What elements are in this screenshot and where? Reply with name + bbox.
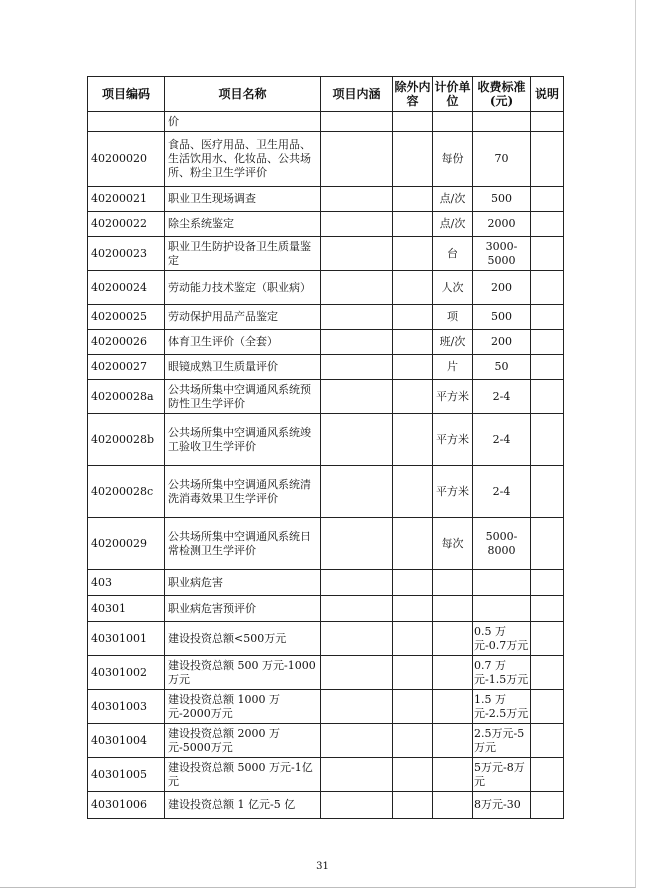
unit-cell: 平方米 (433, 414, 473, 466)
header-note: 说明 (531, 77, 564, 112)
table-row (88, 518, 564, 570)
content-cell (321, 466, 393, 518)
note-cell (531, 132, 564, 187)
name-cell: 建设投资总额 1 亿元-5 亿 (165, 792, 321, 819)
note-cell (531, 355, 564, 380)
unit-cell (433, 112, 473, 132)
content-cell (321, 724, 393, 758)
name-cell: 公共场所集中空调通风系统清洗消毒效果卫生学评价 (165, 466, 321, 518)
name-cell: 建设投资总额 1000 万元-2000万元 (165, 690, 321, 724)
exclusion-cell (393, 570, 433, 596)
content-cell (321, 212, 393, 237)
code-cell: 40200025 (88, 305, 165, 330)
code-cell: 40200026 (88, 330, 165, 355)
unit-cell: 每次 (433, 518, 473, 570)
name-cell: 建设投资总额 5000 万元-1亿元 (165, 758, 321, 792)
code-cell: 40200028a (88, 380, 165, 414)
content-cell (321, 355, 393, 380)
table-row (88, 596, 564, 622)
note-cell (531, 414, 564, 466)
header-price: 收费标准(元) (473, 77, 531, 112)
code-cell: 40200022 (88, 212, 165, 237)
table-row (88, 414, 564, 466)
name-cell: 职业病危害 (165, 570, 321, 596)
unit-cell (433, 724, 473, 758)
name-cell: 劳动能力技术鉴定（职业病） (165, 271, 321, 305)
name-cell: 建设投资总额 2000 万元-5000万元 (165, 724, 321, 758)
page-number: 31 (316, 861, 329, 872)
price-cell: 200 (473, 271, 531, 305)
table-header-row (88, 77, 564, 112)
exclusion-cell (393, 237, 433, 271)
unit-cell: 每份 (433, 132, 473, 187)
table-row (88, 132, 564, 187)
content-cell (321, 758, 393, 792)
name-cell: 食品、医疗用品、卫生用品、生活饮用水、化妆品、公共场所、粉尘卫生学评价 (165, 132, 321, 187)
content-cell (321, 690, 393, 724)
exclusion-cell (393, 596, 433, 622)
price-cell: 2-4 (473, 466, 531, 518)
exclusion-cell (393, 518, 433, 570)
code-cell: 403 (88, 570, 165, 596)
code-cell: 40301004 (88, 724, 165, 758)
note-cell (531, 596, 564, 622)
price-cell: 0.7 万元-1.5万元 (473, 656, 531, 690)
code-cell: 40200029 (88, 518, 165, 570)
exclusion-cell (393, 330, 433, 355)
note-cell (531, 187, 564, 212)
exclusion-cell (393, 758, 433, 792)
name-cell: 职业卫生现场调查 (165, 187, 321, 212)
price-cell (473, 112, 531, 132)
price-cell: 2-4 (473, 380, 531, 414)
exclusion-cell (393, 466, 433, 518)
name-cell: 公共场所集中空调通风系统日常检测卫生学评价 (165, 518, 321, 570)
code-cell: 40301001 (88, 622, 165, 656)
unit-cell: 片 (433, 355, 473, 380)
table-row (88, 622, 564, 656)
unit-cell (433, 792, 473, 819)
name-cell: 价 (165, 112, 321, 132)
content-cell (321, 622, 393, 656)
header-name: 项目名称 (165, 77, 321, 112)
note-cell (531, 466, 564, 518)
price-cell: 2000 (473, 212, 531, 237)
content-cell (321, 656, 393, 690)
table-row (88, 355, 564, 380)
note-cell (531, 724, 564, 758)
code-cell: 40200020 (88, 132, 165, 187)
exclusion-cell (393, 792, 433, 819)
name-cell: 公共场所集中空调通风系统预防性卫生学评价 (165, 380, 321, 414)
exclusion-cell (393, 212, 433, 237)
exclusion-cell (393, 132, 433, 187)
price-cell: 0.5 万元-0.7万元 (473, 622, 531, 656)
note-cell (531, 330, 564, 355)
note-cell (531, 237, 564, 271)
table-row (88, 656, 564, 690)
name-cell: 眼镜成熟卫生质量评价 (165, 355, 321, 380)
code-cell: 40200024 (88, 271, 165, 305)
content-cell (321, 380, 393, 414)
header-exclusion: 除外内容 (393, 77, 433, 112)
unit-cell: 项 (433, 305, 473, 330)
unit-cell: 点/次 (433, 187, 473, 212)
price-cell: 500 (473, 187, 531, 212)
note-cell (531, 622, 564, 656)
code-cell: 40200028b (88, 414, 165, 466)
exclusion-cell (393, 380, 433, 414)
price-cell: 200 (473, 330, 531, 355)
price-cell (473, 596, 531, 622)
table-row (88, 758, 564, 792)
name-cell: 职业病危害预评价 (165, 596, 321, 622)
unit-cell: 平方米 (433, 466, 473, 518)
name-cell: 职业卫生防护设备卫生质量鉴定 (165, 237, 321, 271)
unit-cell: 点/次 (433, 212, 473, 237)
name-cell: 体育卫生评价（全套） (165, 330, 321, 355)
content-cell (321, 330, 393, 355)
header-code: 项目编码 (88, 77, 165, 112)
unit-cell: 台 (433, 237, 473, 271)
name-cell: 除尘系统鉴定 (165, 212, 321, 237)
table-row (88, 792, 564, 819)
exclusion-cell (393, 112, 433, 132)
code-cell: 40301006 (88, 792, 165, 819)
unit-cell: 班/次 (433, 330, 473, 355)
content-cell (321, 596, 393, 622)
exclusion-cell (393, 690, 433, 724)
price-cell: 50 (473, 355, 531, 380)
price-cell: 8万元-30 (473, 792, 531, 819)
unit-cell (433, 622, 473, 656)
price-cell: 2.5万元-5万元 (473, 724, 531, 758)
code-cell: 40200023 (88, 237, 165, 271)
content-cell (321, 187, 393, 212)
exclusion-cell (393, 305, 433, 330)
unit-cell (433, 656, 473, 690)
content-cell (321, 271, 393, 305)
note-cell (531, 690, 564, 724)
note-cell (531, 380, 564, 414)
note-cell (531, 305, 564, 330)
note-cell (531, 758, 564, 792)
table-row (88, 112, 564, 132)
table-row (88, 466, 564, 518)
exclusion-cell (393, 187, 433, 212)
table-row (88, 271, 564, 305)
content-cell (321, 132, 393, 187)
price-cell: 2-4 (473, 414, 531, 466)
code-cell: 40200027 (88, 355, 165, 380)
code-cell: 40301005 (88, 758, 165, 792)
code-cell: 40200021 (88, 187, 165, 212)
exclusion-cell (393, 414, 433, 466)
name-cell: 建设投资总额<500万元 (165, 622, 321, 656)
table-row (88, 187, 564, 212)
table-row (88, 305, 564, 330)
note-cell (531, 271, 564, 305)
content-cell (321, 237, 393, 271)
code-cell: 40301002 (88, 656, 165, 690)
header-unit: 计价单位 (433, 77, 473, 112)
note-cell (531, 112, 564, 132)
name-cell: 公共场所集中空调通风系统竣工验收卫生学评价 (165, 414, 321, 466)
note-cell (531, 656, 564, 690)
code-cell (88, 112, 165, 132)
price-cell: 5000-8000 (473, 518, 531, 570)
exclusion-cell (393, 355, 433, 380)
table-row (88, 690, 564, 724)
exclusion-cell (393, 271, 433, 305)
name-cell: 劳动保护用品产品鉴定 (165, 305, 321, 330)
note-cell (531, 212, 564, 237)
table-row (88, 212, 564, 237)
content-cell (321, 518, 393, 570)
content-cell (321, 570, 393, 596)
table-row (88, 724, 564, 758)
table-body (88, 112, 564, 819)
code-cell: 40301003 (88, 690, 165, 724)
table-row (88, 330, 564, 355)
unit-cell (433, 690, 473, 724)
content-cell (321, 414, 393, 466)
name-cell: 建设投资总额 500 万元-1000万元 (165, 656, 321, 690)
code-cell: 40200028c (88, 466, 165, 518)
unit-cell (433, 570, 473, 596)
content-cell (321, 112, 393, 132)
table-row (88, 570, 564, 596)
price-cell (473, 570, 531, 596)
note-cell (531, 570, 564, 596)
fee-table (87, 76, 564, 819)
price-cell: 70 (473, 132, 531, 187)
exclusion-cell (393, 724, 433, 758)
table-row (88, 380, 564, 414)
code-cell: 40301 (88, 596, 165, 622)
content-cell (321, 792, 393, 819)
unit-cell (433, 596, 473, 622)
content-cell (321, 305, 393, 330)
price-cell: 5万元-8万元 (473, 758, 531, 792)
price-cell: 500 (473, 305, 531, 330)
exclusion-cell (393, 622, 433, 656)
note-cell (531, 792, 564, 819)
price-cell: 1.5 万元-2.5万元 (473, 690, 531, 724)
unit-cell (433, 758, 473, 792)
header-content: 项目内涵 (321, 77, 393, 112)
unit-cell: 平方米 (433, 380, 473, 414)
price-cell: 3000-5000 (473, 237, 531, 271)
exclusion-cell (393, 656, 433, 690)
unit-cell: 人次 (433, 271, 473, 305)
note-cell (531, 518, 564, 570)
table-row (88, 237, 564, 271)
